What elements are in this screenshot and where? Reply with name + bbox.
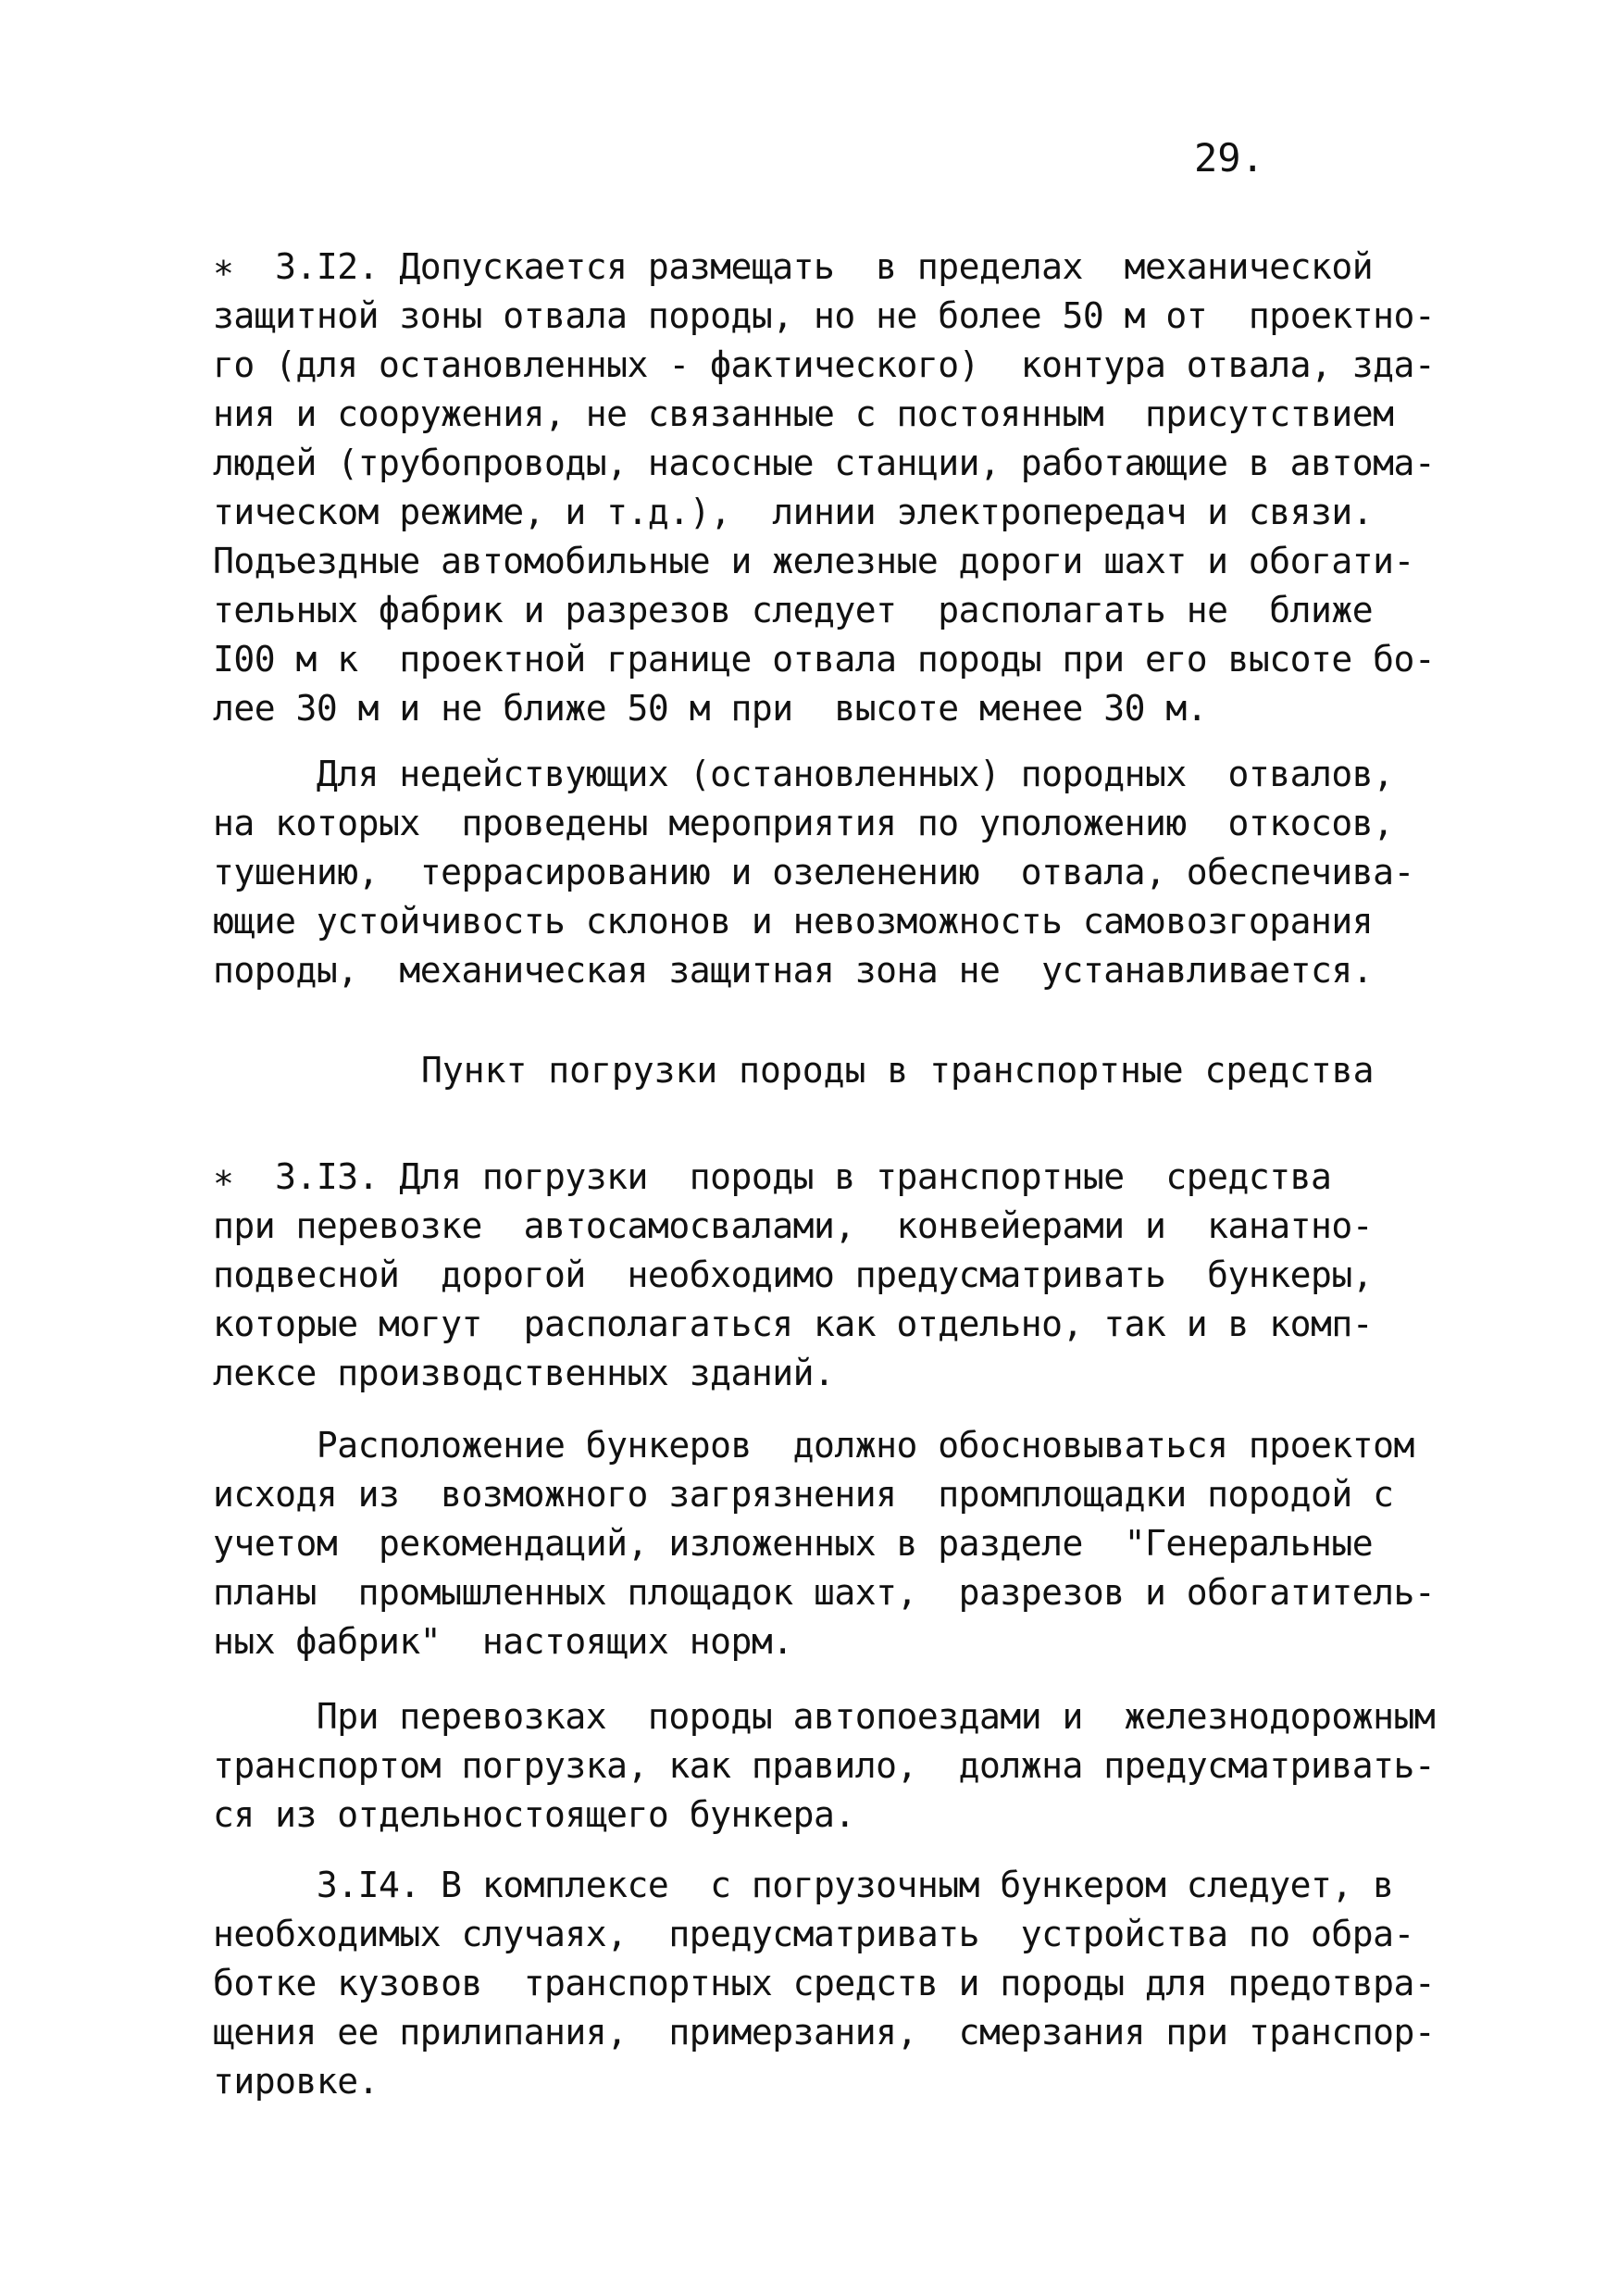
text-line: Для недействующих (остановленных) породных отвалов, bbox=[213, 754, 1394, 794]
text-line: людей (трубопроводы, насосные станции, работающие в автома- bbox=[213, 443, 1436, 483]
paragraph-bunker-location bbox=[213, 1421, 1436, 1666]
text-line: на которых проведены мероприятия по уположению откосов, bbox=[213, 803, 1394, 843]
text-line: Расположение бункеров должно обосновываться проектом bbox=[213, 1425, 1414, 1466]
text-line: ющие устойчивость склонов и невозможность самовозгорания bbox=[213, 901, 1374, 942]
text-line: ся из отдельностоящего бункера. bbox=[213, 1794, 855, 1835]
text-line: тировке. bbox=[213, 2061, 380, 2102]
text-line: ∗ 3.I2. Допускается размещать в пределах механической bbox=[213, 246, 1374, 287]
paragraph-road-trains bbox=[213, 1692, 1436, 1840]
text-line: ботке кузовов транспортных средств и породы для предотвра- bbox=[213, 1963, 1436, 2003]
text-line: ния и сооружения, не связанные с постоянным присутствием bbox=[213, 393, 1394, 434]
page-number: 29. bbox=[1194, 135, 1264, 181]
text-line: породы, механическая защитная зона не устанавливается. bbox=[213, 950, 1374, 991]
text-line: щения ее прилипания, примерзания, смерзания при транспор- bbox=[213, 2012, 1436, 2053]
text-line: исходя из возможного загрязнения промплощадки породой с bbox=[213, 1474, 1394, 1515]
paragraph-3-14 bbox=[213, 1861, 1436, 2106]
text-line: лее 30 м и не ближе 50 м при высоте менее 30 м. bbox=[213, 688, 1208, 729]
text-line: Подъездные автомобильные и железные дороги шахт и обогати- bbox=[213, 541, 1414, 581]
text-line: транспортом погрузка, как правило, должна предусматривать- bbox=[213, 1745, 1436, 1786]
text-line: I00 м к проектной границе отвала породы при его высоте бо- bbox=[213, 639, 1436, 680]
paragraph-3-13 bbox=[213, 1153, 1425, 1398]
section-heading: Пункт погрузки породы в транспортные средства bbox=[421, 1050, 1375, 1091]
paragraph-3-12 bbox=[213, 243, 1436, 733]
text-line: при перевозке автосамосвалами, конвейерами и канатно- bbox=[213, 1205, 1374, 1246]
text-line: учетом рекомендаций, изложенных в разделе "Генеральные bbox=[213, 1523, 1374, 1564]
text-line: При перевозках породы автопоездами и железнодорожным bbox=[213, 1696, 1436, 1737]
text-line: которые могут располагаться как отдельно, так и в комп- bbox=[213, 1304, 1374, 1344]
text-line: тушению, террасированию и озеленению отвала, обеспечива- bbox=[213, 852, 1414, 892]
text-line: подвесной дорогой необходимо предусматривать бункеры, bbox=[213, 1254, 1374, 1295]
text-line: го (для остановленных - фактического) контура отвала, зда- bbox=[213, 344, 1436, 385]
text-line: защитной зоны отвала породы, но не более 50 м от проектно- bbox=[213, 295, 1436, 336]
text-line: планы промышленных площадок шахт, разрезов и обогатитель- bbox=[213, 1572, 1436, 1613]
text-line: лексе производственных зданий. bbox=[213, 1353, 835, 1393]
text-line: ∗ 3.I3. Для погрузки породы в транспортные средства bbox=[213, 1156, 1332, 1197]
text-line: необходимых случаях, предусматривать устройства по обра- bbox=[213, 1914, 1414, 1954]
text-line: ных фабрик" настоящих норм. bbox=[213, 1621, 793, 1662]
paragraph-inactive-dumps bbox=[213, 750, 1425, 995]
text-line: тическом режиме, и т.д.), линии электропередач и связи. bbox=[213, 492, 1374, 532]
text-line: тельных фабрик и разрезов следует располагать не ближе bbox=[213, 590, 1374, 630]
text-line: 3.I4. В комплексе с погрузочным бункером следует, в bbox=[213, 1865, 1394, 1905]
